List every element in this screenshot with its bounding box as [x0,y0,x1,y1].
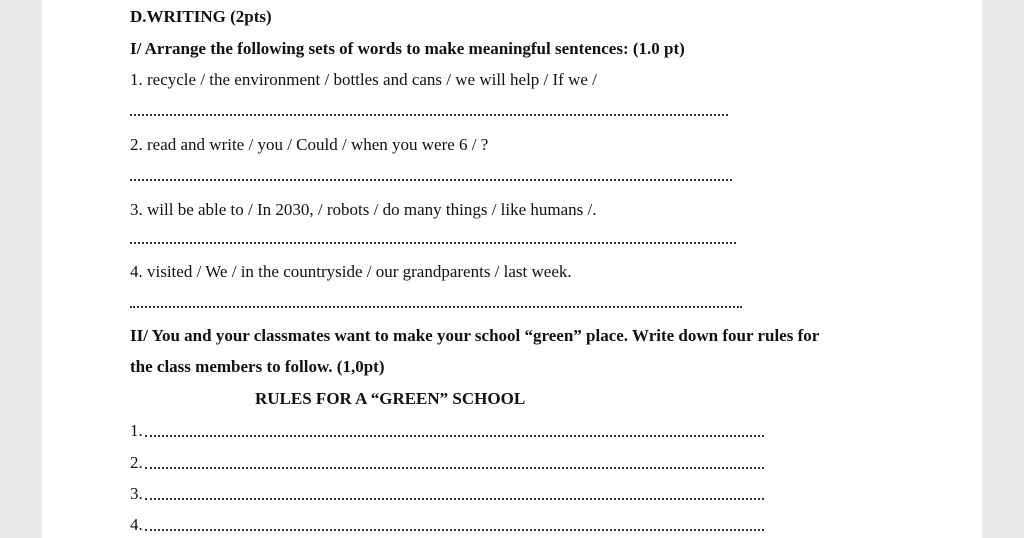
rule-answer-line-3[interactable] [145,498,764,500]
part2-instruction-line2: the class members to follow. (1,0pt) [130,357,385,376]
rule-answer-line-4[interactable] [145,529,764,531]
answer-line-2[interactable] [130,179,732,181]
sentence-item-4: 4. visited / We / in the countryside / our grandparents / last week. [130,262,572,281]
section-heading: D.WRITING (2pts) [130,7,272,26]
worksheet-page [42,0,982,538]
rule-answer-line-2[interactable] [145,467,764,469]
rule-number: 1. [130,421,143,440]
sentence-item-1: 1. recycle / the environment / bottles and cans / we will help / If we / [130,70,597,89]
answer-line-4[interactable] [130,306,742,308]
answer-line-1[interactable] [130,114,728,116]
rule-number: 2. [130,453,143,472]
rule-number: 4. [130,515,143,534]
rules-title: RULES FOR A “GREEN” SCHOOL [255,389,526,408]
part1-instruction: I/ Arrange the following sets of words to make meaningful sentences: (1.0 pt) [130,39,685,58]
rule-answer-line-1[interactable] [145,435,764,437]
rule-number: 3. [130,484,143,503]
rule-row-1 [130,421,764,441]
sentence-item-2: 2. read and write / you / Could / when you were 6 / ? [130,135,489,154]
sentence-item-3: 3. will be able to / In 2030, / robots / do many things / like humans /. [130,200,597,219]
rule-row-4 [130,515,764,535]
part2-instruction-line1: II/ You and your classmates want to make your school “green” place. Write down four rules for [130,326,820,345]
rule-row-2 [130,453,764,473]
answer-line-3[interactable] [130,242,736,244]
rule-row-3 [130,484,764,504]
